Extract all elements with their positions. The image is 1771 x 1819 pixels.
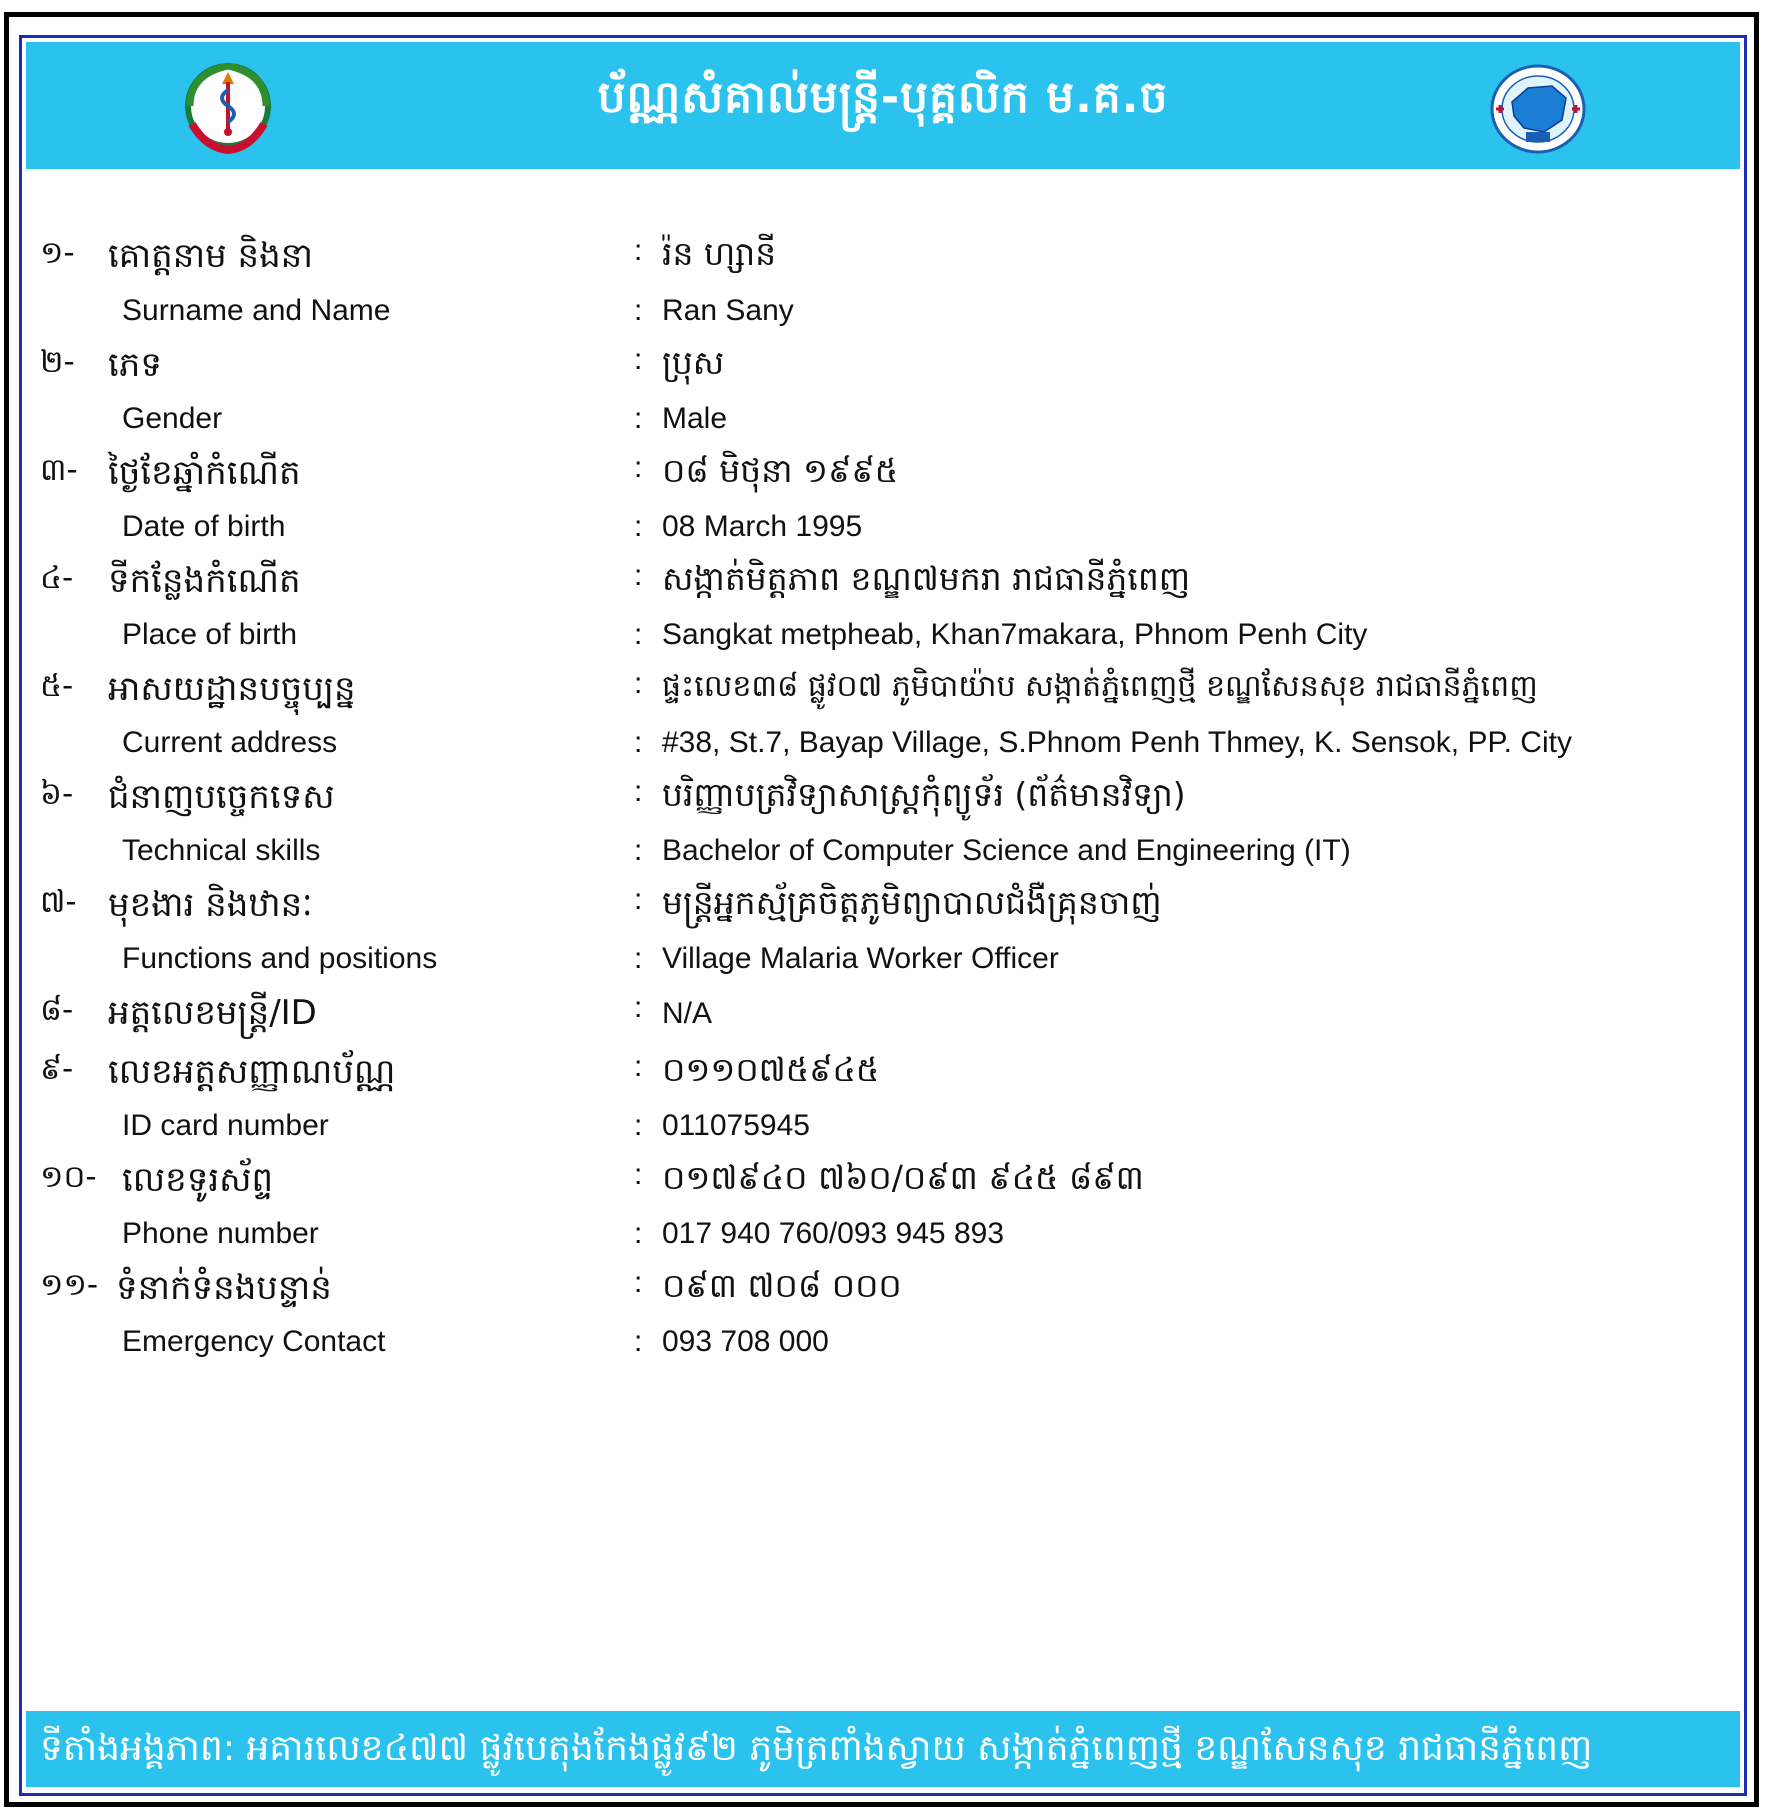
card-outer-frame	[4, 12, 1759, 1807]
field-dob-en	[22, 510, 1744, 560]
field-value-en: Village Malaria Worker Officer	[662, 942, 1059, 975]
colon: :	[634, 991, 643, 1024]
field-label-km: ទីកន្លែងកំណើត	[108, 561, 301, 601]
colon: :	[634, 234, 643, 267]
field-label-en: Gender	[122, 402, 223, 435]
field-label-km: អត្តលេខមន្ត្រី/ID	[108, 993, 317, 1033]
field-label-en: Place of birth	[122, 618, 298, 651]
colon: :	[634, 1050, 643, 1083]
field-label-en: Phone number	[122, 1217, 319, 1250]
colon: :	[634, 294, 643, 327]
field-birthplace-en	[22, 618, 1744, 668]
field-value-km: ០៩៣ ៧០៨ ០០០	[662, 1266, 902, 1305]
field-label-km: ទំនាក់ទំនងបន្ទាន់	[116, 1268, 332, 1308]
field-skills-km	[22, 775, 1744, 825]
page-title: ប័ណ្ណសំគាល់មន្ត្រី-បុគ្គលិក ម.គ.ច	[597, 72, 1169, 123]
colon: :	[634, 942, 643, 975]
field-number: ៣-	[40, 452, 78, 488]
field-value-en: 011075945	[662, 1109, 810, 1142]
field-value-km: មន្ត្រីអ្នកស្ម័គ្រចិត្តភូមិព្យាបាលជំងឺគ្រុនចាញ់	[662, 883, 1162, 922]
field-phone-km	[22, 1158, 1744, 1208]
field-value-km: បរិញ្ញាបត្រវិទ្យាសាស្រ្តកុំព្យូទ័រ (ព័ត៌មានវិទ្យា)	[662, 775, 1186, 814]
field-gender-en	[22, 402, 1744, 452]
field-label-km: លេខទូរស័ព្ទ	[122, 1160, 274, 1200]
field-surname-en	[22, 294, 1744, 344]
field-birthplace-km	[22, 559, 1744, 609]
colon: :	[634, 1325, 643, 1358]
header-banner	[26, 42, 1740, 169]
field-idcard-km	[22, 1050, 1744, 1100]
field-number: ៥-	[40, 668, 74, 704]
field-label-en: Emergency Contact	[122, 1325, 386, 1358]
field-value-km: ០១៧៩៤០ ៧៦០/០៩៣ ៩៤៥ ៨៩៣	[662, 1158, 1144, 1197]
field-value-en: Ran Sany	[662, 294, 794, 327]
field-value-en: #38, St.7, Bayap Village, S.Phnom Penh Thmey, K. Sensok, PP. City	[662, 726, 1572, 759]
colon: :	[634, 667, 643, 700]
field-value-en: 017 940 760/093 945 893	[662, 1217, 1004, 1250]
field-label-en: Surname and Name	[122, 294, 391, 327]
field-number: ៧-	[40, 884, 77, 920]
field-value-en: 08 March 1995	[662, 510, 863, 543]
field-label-km: ជំនាញបច្ចេកទេស	[108, 777, 335, 817]
field-gender-km	[22, 343, 1744, 393]
field-position-en	[22, 942, 1744, 992]
field-idcard-en	[22, 1109, 1744, 1159]
field-value-km: រ៉ន ហ្សានី	[662, 234, 777, 273]
field-label-km: មុខងារ និងឋានៈ	[108, 885, 313, 925]
field-number: ១១-	[40, 1267, 99, 1303]
field-label-en: Functions and positions	[122, 942, 438, 975]
field-value-km: ០៨ មិថុនា ១៩៩៥	[662, 451, 899, 490]
field-value-km: ប្រុស	[662, 343, 725, 382]
field-value-en: Bachelor of Computer Science and Engineering (IT)	[662, 834, 1351, 867]
field-surname-km	[22, 234, 1744, 284]
field-address-en	[22, 726, 1744, 776]
colon: :	[634, 559, 643, 592]
field-position-km	[22, 883, 1744, 933]
cnm-cambodia-map-logo-icon	[1486, 62, 1590, 156]
field-label-km: គោត្តនាម និងនា	[108, 236, 314, 276]
field-label-km: ថ្ងៃខែឆ្នាំកំណើត	[108, 453, 301, 493]
colon: :	[634, 775, 643, 808]
field-number: ២-	[40, 344, 75, 380]
colon: :	[634, 1217, 643, 1250]
field-number: ៩-	[40, 1051, 74, 1087]
colon: :	[634, 1266, 643, 1299]
field-value-km: ផ្ទះលេខ៣៨ ផ្លូវ០៧ ភូមិបាយ៉ាប សង្កាត់ភ្នំពេញថ្មី ខណ្ឌសែនសុខ រាជធានីភ្នំពេញ	[662, 669, 1538, 704]
footer-address: ទីតាំងអង្គភាព: អគារលេខ៤៧៧ ផ្លូវបេតុងកែងផ្លូវ៩២ ភូមិត្រពាំងស្វាយ សង្កាត់ភ្នំពេញថ្មី ខណ្ឌសែនសុខ រាជធានីភ្នំពេញ	[40, 1728, 1593, 1769]
field-address-km	[22, 667, 1744, 717]
colon: :	[634, 883, 643, 916]
colon: :	[634, 1109, 643, 1142]
colon: :	[634, 510, 643, 543]
field-value-en: 093 708 000	[662, 1325, 829, 1358]
field-value-km: សង្កាត់មិត្តភាព ខណ្ឌ៧មករា រាជធានីភ្នំពេញ	[662, 559, 1191, 598]
field-number: ៦-	[40, 776, 74, 812]
field-label-km: អាសយដ្ឋានបច្ចុប្បន្ន	[108, 669, 356, 709]
footer-banner	[26, 1711, 1740, 1787]
field-emergency-km	[22, 1266, 1744, 1316]
colon: :	[634, 726, 643, 759]
field-official-id	[22, 991, 1744, 1041]
field-emergency-en	[22, 1325, 1744, 1375]
colon: :	[634, 451, 643, 484]
field-number: ១-	[40, 235, 75, 271]
field-label-en: Current address	[122, 726, 338, 759]
colon: :	[634, 834, 643, 867]
field-skills-en	[22, 834, 1744, 884]
field-value-km: ០១១០៧៥៩៤៥	[662, 1050, 880, 1089]
field-number: ១០-	[40, 1159, 97, 1195]
field-dob-km	[22, 451, 1744, 501]
colon: :	[634, 402, 643, 435]
field-value-en: Sangkat metpheab, Khan7makara, Phnom Penh City	[662, 618, 1368, 651]
field-label-en: Technical skills	[122, 834, 321, 867]
field-number: ៤-	[40, 560, 74, 596]
field-value: N/A	[662, 997, 713, 1030]
colon: :	[634, 343, 643, 376]
colon: :	[634, 618, 643, 651]
field-label-km: លេខអត្តសញ្ញាណប័ណ្ណ	[108, 1052, 396, 1092]
field-label-en: ID card number	[122, 1109, 329, 1142]
field-number: ៨-	[40, 992, 74, 1028]
field-label-km: ភេទ	[108, 345, 162, 385]
field-label-en: Date of birth	[122, 510, 286, 543]
field-value-en: Male	[662, 402, 728, 435]
field-phone-en	[22, 1217, 1744, 1267]
card-inner-frame	[19, 35, 1747, 1796]
colon: :	[634, 1158, 643, 1191]
